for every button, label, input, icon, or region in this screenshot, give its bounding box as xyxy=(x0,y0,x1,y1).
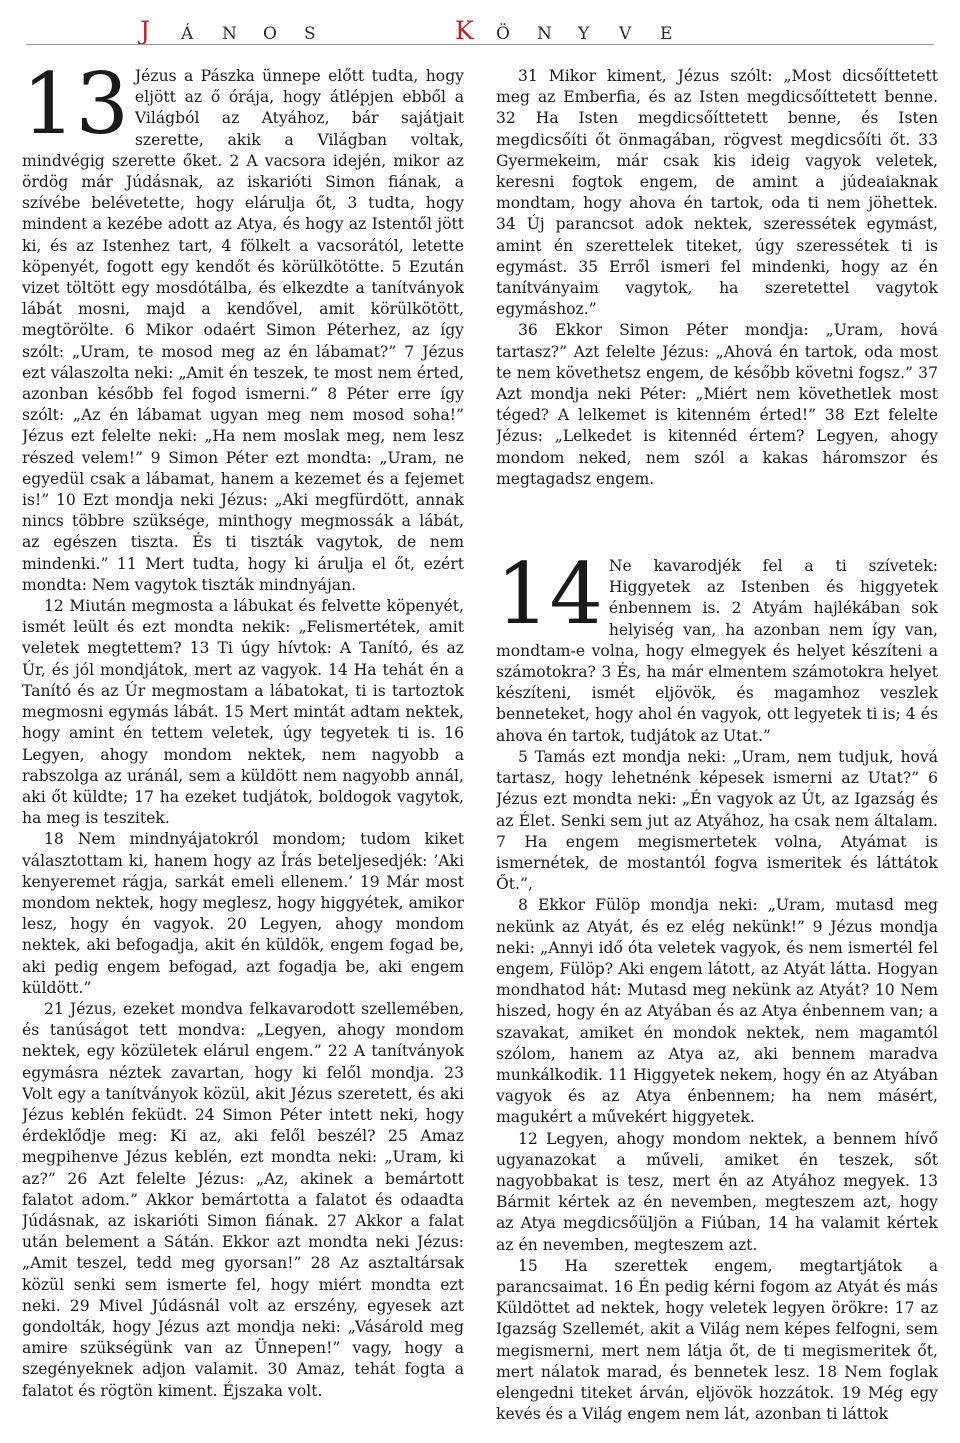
paragraph: 8 Ekkor Fülöp mondja neki: „Uram, mutasd meg nekünk az Atyát, és ez elég nekünk!” 9 Jézus mondja neki: „Annyi idő óta veletek vagyok, és nem ismertél fel engem, Fülöp? Aki engem látott, az Atyát látta. Hogyan mondhatod hát: Mutasd meg nekünk az Atyát? 10 Nem hiszed, hogy én az Atyában és az Atya énbennem van; a szavakat, amiket én mondok nektek, nem magamtól szólom, hanem az Atya az, aki bennem maradva munkálkodik. 11 Higgyetek nekem, hogy én az Atyában vagyok és az Atya énbennem; ha nem másért, magukért a művekért higgyetek. xyxy=(496,896,938,1127)
chapter-number: 13 xyxy=(22,66,129,153)
title-letter: N xyxy=(222,24,237,44)
paragraph: 15 Ha szerettek engem, megtartjátok a parancsaimat. 16 Én pedig kérni fogom az Atyát és más Küldöttet ad nektek, hogy veletek legyen örökre: 17 az Igazság Szellemét, akit a Világ nem képes felfogni, sem megismerni, mert nem látja őt, de ti megismeritek őt, mert nálatok marad, és bennetek lesz. 18 Nem foglak elengedni titeket árván, eljövök hozzátok. 19 Még egy kevés és a Világ engem nem lát, azonban ti láttok xyxy=(496,1256,938,1424)
left-column xyxy=(22,66,464,1443)
title-letter: E xyxy=(660,24,673,44)
title-letter: V xyxy=(619,24,632,44)
title-letter: N xyxy=(537,24,552,44)
paragraph: 18 Nem mindnyájatokról mondom; tudom kiket választottam ki, hanem hogy az Írás beteljesedjék: ’Aki kenyeremet rágja, sarkát emeli ellenem.’ 19 Már most mondom nektek, hogy meglesz, hogy higgyétek, amikor lesz, hogy én vagyok. 20 Legyen, ahogy mondom nektek, aki befogadja, akit én küldök, engem fogad be, aki pedig engem befogad, azt fogadja be, aki engem küldött.” xyxy=(22,830,464,997)
paragraph xyxy=(496,545,938,747)
page-header xyxy=(0,0,960,62)
header-rule xyxy=(26,44,934,45)
title-letter: Y xyxy=(578,24,590,44)
chapter-number: 14 xyxy=(496,545,603,644)
title-letter: O xyxy=(263,24,277,44)
paragraph-text: Ne kavarodjék fel a ti szívetek: Higgyetek az Istenben és higgyetek énbennem is. 2 Atyám hajlékában sok helyiség van, ha azonban nem így van, mondtam-e volna, hogy elmegyek és helyet készíteni a számotokra? 3 És, ha már elmentem számotokra helyet készíteni, ismét eljövök, és magamhoz veszlek benneteket, hogy ahol én vagyok, ott legyetek ti is; 4 és ahova én tartok, tudjátok az Utat.” xyxy=(496,557,938,745)
paragraph xyxy=(22,66,464,596)
paragraph-text: Jézus a Pászka ünnepe előtt tudta, hogy eljött az ő órája, hogy átlépjen ebből a Világból az Atyához, bár sajátjait szerette, akik a Világban voltak, mindvégig szerette őket. 2 A vacsora idején, mikor az ördög már Júdásnak, az iskarióti Simon fiának, a szívébe belévetette, hogy elárulja őt, 3 tudta, hogy mindent a kezébe adott az Atya, és hogy az Istentől jött ki, és az Istenhez tart, 4 fölkelt a vacsorától, letette köpenyét, fogott egy kendőt és körülkötötte. 5 Ezután vizet töltött egy mosdótálba, és elkezdte a tanítványok lábát mosni, majd a kendővel, amit körülkötött, megtörölte. 6 Mikor odaért Simon Péterhez, az így szólt: „Uram, te mosod meg az én lábamat?” 7 Jézus ezt válaszolta neki: „Amit én teszek, te most nem érted, azonban később fel fogod ismerni.” 8 Péter erre így szólt: „Az én lábamat ugyan meg nem mosod soha!” Jézus ezt felelte neki: „Ha nem moslak meg, nem lesz részed velem!” 9 Simon Péter ezt mondta: „Uram, ne egyedül csak a lábamat, hanem a kezemet és a fejemet is!” 10 Ezt mondja neki Jézus: „Aki megfürdött, annak nincs többre szüksége, minthogy megmossák a lábát, az egészen tiszta. És ti tiszták vagytok, de nem mindenki.” 11 Mert tudta, hogy ki árulja el őt, ezért mondta: Nem vagytok tiszták mindnyájan. xyxy=(22,67,464,594)
book-title xyxy=(140,16,701,45)
paragraph: 21 Jézus, ezeket mondva felkavarodott szellemében, és tanúságot tett mondva: „Legyen, ahogy mondom nektek, egy közületek elárul engem.” 22 A tanítványok egymásra néztek zavartan, hogy ki felől mondja. 23 Volt egy a tanítványok közül, akit Jézus szeretett, és aki Jézus keblén feküdt. 24 Simon Péter intett neki, hogy érdeklődje meg: Ki az, aki felől beszél? 25 Amaz megpihenve Jézus keblén, ezt mondta neki: „Uram, ki az?” 26 Azt felelte Jézus: „Az, akinek a bemártott falatot adom.” Akkor bemártotta a falatot és odaadta Júdásnak, az iskarióti Simon fiának. 27 Akkor a falat után belement a Sátán. Ekkor azt mondta neki Jézus: „Amit teszel, tedd meg gyorsan!” 28 Az asztaltársak közül senki sem ismerte fel, hogy miért mondta ezt neki. 29 Mivel Júdásnál volt az erszény, egyesek azt gondolták, hogy Jézus azt mondja neki: „Vásárold meg amire szükségünk van az Ünnepen!” vagy, hogy a szegényeknek adjon valamit. 30 Amaz, tehát fogta a falatot és rögtön kiment. Éjszaka volt. xyxy=(22,999,464,1400)
right-column xyxy=(496,66,938,1443)
paragraph: 12 Miután megmosta a lábukat és felvette köpenyét, ismét leült és ezt mondta nekik: „Felismertétek, amit veletek megtettem? 13 Ti úgy hívtok: A Tanító, és az Úr, és jól mondjátok, mert az vagyok. 14 Ha tehát én a Tanító és az Úr megmostam a lábatokat, ti is tartoztok megmosni egymás lábát. 15 Mert mintát adtam nektek, hogy amint én tettem veletek, úgy tegyetek ti is. 16 Legyen, ahogy mondom nektek, nem nagyobb a rabszolga az uránál, sem a küldött nem nagyobb annál, aki őt küldte; 17 ha ezeket tudjátok, boldogok vagytok, ha meg is teszitek. xyxy=(22,597,464,828)
paragraph: 5 Tamás ezt mondja neki: „Uram, nem tudjuk, hová tartasz, hogy lehetnénk képesek ismerni az Utat?” 6 Jézus ezt mondta neki: „Én vagyok az Út, az Igazság és az Élet. Senki sem jut az Atyához, ha csak nem általam. 7 Ha engem megismertetek volna, Atyámat is ismernétek, de mostantól fogva ismeritek és láttátok Őt.”, xyxy=(496,747,938,894)
title-letter: Ö xyxy=(496,24,510,44)
paragraph: 31 Mikor kiment, Jézus szólt: „Most dicsőíttetett meg az Emberfia, és az Isten megdicsőíttetett benne. 32 Ha Isten megdicsőíttetett benne, és Isten megdicsőíti őt önmagában, rögvest megdicsőíti őt. 33 Gyermekeim, már csak kis ideig vagyok veletek, keresni fogtok engem, de amint a júdeaiaknak mondtam, hogy ahova én tartok, oda ti nem jöhettek. 34 Új parancsot adok nektek, szeressétek egymást, amint én szerettelek titeket, úgy szeressétek ti is egymást. 35 Erről ismeri fel mindenki, hogy az én tanítványaim vagytok, ha szeretettel vagytok egymáshoz.” xyxy=(496,67,938,319)
title-initial: K xyxy=(455,16,474,45)
title-letter: Á xyxy=(181,24,194,44)
title-initial: J xyxy=(140,16,151,45)
title-letter: S xyxy=(304,24,316,44)
paragraph: 12 Legyen, ahogy mondom nektek, a bennem hívő ugyanazokat a műveli, amiket én teszek, sőt nagyobbakat is tesz, mert én az Atyához megyek. 13 Bármit kértek az én nevemben, megteszem azt, hogy az Atya megdicsőüljön a Fiúban, 14 ha valamit kértek az én nevemben, megteszem azt. xyxy=(496,1129,938,1254)
paragraph: 36 Ekkor Simon Péter mondja: „Uram, hová tartasz?” Azt felelte Jézus: „Ahová én tartok, oda most te nem követhetsz engem, de később követni fogsz.” 37 Azt mondja neki Péter: „Miért nem követhetlek most téged? A lelkemet is kitenném érted!” 38 Ezt felelte Jézus: „Lelkedet is kitennéd értem? Legyen, ahogy mondom neked, nem szól a kakas háromszor és megtagadsz engem. xyxy=(496,321,938,488)
